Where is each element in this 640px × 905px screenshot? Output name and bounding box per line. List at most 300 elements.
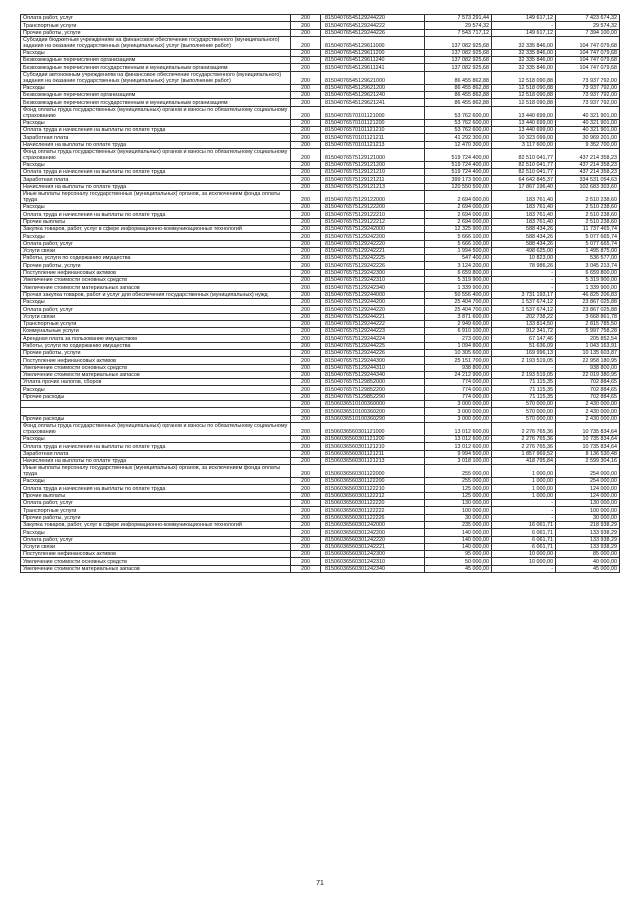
table-row [21,36,620,49]
row-kbk-code: 81504076575129244310 [321,364,425,371]
row-unexecuted: 2 430 000,00 [556,408,620,415]
row-name: Безвозмездные перечисления государственным и муниципальным организациям [21,64,291,71]
row-kbk-code: 81504076575129852290 [321,393,425,400]
row-unexecuted: 254 000,00 [556,465,620,478]
table-row [21,401,620,408]
row-executed: 71 115,35 [492,386,556,393]
row-kbk-code: 81506036560301242000 [321,521,425,528]
row-name: Увеличение стоимости основных средств [21,558,291,565]
row-kbk-code: 81506036510100360290 [321,415,425,422]
row-kbk-code: 81504076575129244226 [321,349,425,356]
row-kbk-code: 81504076545129611200 [321,49,425,56]
row-unexecuted: 104 747 079,68 [556,57,620,64]
row-name: Услуги связи [21,543,291,550]
table-row [21,485,620,492]
row-unexecuted: 30 000,00 [556,514,620,521]
row-unexecuted: 10 135 603,87 [556,349,620,356]
table-row [21,450,620,457]
row-line-code: 200 [291,335,321,342]
row-kbk-code: 81506036560301122222 [321,507,425,514]
row-line-code: 200 [291,342,321,349]
row-line-code: 200 [291,529,321,536]
row-name: Расходы [21,84,291,91]
row-executed: 1 537 674,12 [492,306,556,313]
table-row [21,84,620,91]
table-row [21,313,620,320]
row-unexecuted: 702 884,65 [556,379,620,386]
row-line-code: 200 [291,176,321,183]
row-line-code: 200 [291,240,321,247]
row-name: Расходы [21,478,291,485]
row-kbk-code: 81504076575129122000 [321,191,425,204]
row-approved: 5 319 900,00 [425,277,492,284]
row-name: Субсидии бюджетным учреждениям на финансовое обеспечение государственного (муниципального) задания на оказание государственных (муниципальных) услуг (выполнение работ) [21,36,291,49]
row-line-code: 200 [291,543,321,550]
row-approved: 24 212 900,00 [425,371,492,378]
row-executed: 570 000,00 [492,401,556,408]
row-name: Субсидии автономным учреждениям на финансовое обеспечение государственного (муниципального) задания на оказание государственных (муниципальных) услуг (выполнение работ) [21,71,291,84]
table-row [21,492,620,499]
row-approved: 53 762 600,00 [425,119,492,126]
row-line-code: 200 [291,134,321,141]
row-unexecuted: 40 321 901,00 [556,119,620,126]
row-approved: 50 556 400,00 [425,291,492,298]
table-row [21,521,620,528]
row-unexecuted: 73 937 792,00 [556,84,620,91]
row-approved: 53 762 600,00 [425,106,492,119]
row-kbk-code: 81504076575129122210 [321,211,425,218]
table-row [21,255,620,262]
row-approved: 255 000,00 [425,478,492,485]
table-row [21,500,620,507]
table-row [21,191,620,204]
row-kbk-code: 81506036560301242310 [321,558,425,565]
table-row [21,291,620,298]
row-name: Поступление нефинансовых активов [21,269,291,276]
row-kbk-code: 81504076570101121210 [321,126,425,133]
row-unexecuted: 5 319 900,00 [556,277,620,284]
row-line-code: 200 [291,298,321,305]
row-approved: 235 000,00 [425,521,492,528]
row-unexecuted: 1 495 875,00 [556,247,620,254]
table-row [21,298,620,305]
row-kbk-code: 81506036560301121200 [321,435,425,442]
row-kbk-code: 81504076545129621240 [321,92,425,99]
row-unexecuted: 3 668 861,78 [556,313,620,320]
row-name: Иные выплаты персоналу государственных (муниципальных) органов, за исключением фонда оплаты труда [21,191,291,204]
row-executed: 183 761,40 [492,191,556,204]
table-body [21,15,620,573]
row-unexecuted: 73 937 792,00 [556,99,620,106]
row-unexecuted: 5 997 758,28 [556,328,620,335]
row-kbk-code: 81504076575129121200 [321,161,425,168]
row-kbk-code: 81506036560301242221 [321,543,425,550]
row-unexecuted: 7 394 100,00 [556,29,620,36]
report-sheet [20,14,619,573]
row-name: Прочие работы, услуги [21,514,291,521]
row-unexecuted: 9 352 700,00 [556,141,620,148]
row-name: Услуги связи [21,247,291,254]
row-name: Расходы [21,435,291,442]
row-kbk-code: 81504076545129621241 [321,99,425,106]
row-unexecuted: 130 000,00 [556,500,620,507]
row-approved: 774 000,00 [425,379,492,386]
row-name: Услуги связи [21,313,291,320]
row-line-code: 200 [291,29,321,36]
row-line-code: 200 [291,306,321,313]
row-kbk-code: 81504076575129121211 [321,176,425,183]
row-approved: 140 000,00 [425,529,492,536]
row-kbk-code: 81504076570101121211 [321,134,425,141]
row-line-code: 200 [291,422,321,435]
row-line-code: 200 [291,277,321,284]
table-row [21,565,620,572]
row-line-code: 200 [291,485,321,492]
row-name: Прочие выплаты [21,218,291,225]
row-kbk-code: 81504076575129244223 [321,328,425,335]
row-approved: 25 404 700,00 [425,306,492,313]
row-approved: 3 000 000,00 [425,415,492,422]
row-line-code: 200 [291,435,321,442]
row-approved: 130 000,00 [425,500,492,507]
row-line-code: 200 [291,218,321,225]
row-line-code: 200 [291,191,321,204]
row-approved: 100 000,00 [425,507,492,514]
row-line-code: 200 [291,386,321,393]
row-approved: 95 000,00 [425,551,492,558]
table-row [21,443,620,450]
table-row [21,328,620,335]
row-kbk-code: 81504076575129242310 [321,277,425,284]
row-executed: 32 335 846,00 [492,57,556,64]
row-kbk-code: 81506036560301122212 [321,492,425,499]
row-unexecuted: 133 938,29 [556,529,620,536]
row-approved: 1 994 500,00 [425,247,492,254]
row-line-code: 200 [291,536,321,543]
row-unexecuted: 40 321 901,00 [556,106,620,119]
row-line-code: 200 [291,465,321,478]
row-name: Прочие работы, услуги [21,349,291,356]
row-unexecuted: 104 747 079,68 [556,49,620,56]
row-executed: 71 115,35 [492,393,556,400]
table-row [21,71,620,84]
row-approved: 137 082 925,68 [425,49,492,56]
row-line-code: 200 [291,169,321,176]
table-row [21,269,620,276]
row-kbk-code: 81506036560301122220 [321,500,425,507]
row-name: Безвозмездные перечисления организациям [21,57,291,64]
table-row [21,204,620,211]
row-unexecuted: 29 574,32 [556,22,620,29]
row-approved: 2 949 600,00 [425,320,492,327]
row-approved: 53 762 600,00 [425,126,492,133]
row-approved: 140 000,00 [425,536,492,543]
row-unexecuted: 2 430 000,00 [556,415,620,422]
row-unexecuted: 938 800,00 [556,364,620,371]
row-name: Начисления на выплаты по оплате труда [21,183,291,190]
row-kbk-code: 81506036560301122200 [321,478,425,485]
row-executed: 2 276 765,36 [492,443,556,450]
table-row [21,422,620,435]
row-kbk-code: 81506036560301121210 [321,443,425,450]
row-unexecuted: 2 430 000,00 [556,401,620,408]
row-line-code: 200 [291,284,321,291]
row-executed: 2 193 519,05 [492,371,556,378]
row-approved: 9 994 500,00 [425,450,492,457]
row-approved: 3 124 200,00 [425,262,492,269]
row-approved: 547 400,00 [425,255,492,262]
row-unexecuted: 6 659 800,00 [556,269,620,276]
row-kbk-code: 81504076545129244220 [321,15,425,22]
row-executed: 588 434,26 [492,233,556,240]
row-executed: 570 000,00 [492,415,556,422]
row-executed: 10 323 099,00 [492,134,556,141]
row-unexecuted: 10 735 834,64 [556,443,620,450]
table-row [21,335,620,342]
row-name: Транспортные услуги [21,320,291,327]
row-unexecuted: 23 867 025,88 [556,306,620,313]
row-executed: 32 335 846,00 [492,64,556,71]
row-kbk-code: 81504076545129611240 [321,57,425,64]
row-executed: 1 000,00 [492,485,556,492]
row-line-code: 200 [291,401,321,408]
row-name: Оплата труда и начисления на выплаты по оплате труда [21,126,291,133]
row-unexecuted: 1 043 163,91 [556,342,620,349]
row-executed: 67 147,46 [492,335,556,342]
row-approved: 86 455 862,88 [425,99,492,106]
row-executed: 71 115,35 [492,379,556,386]
table-row [21,247,620,254]
row-line-code: 200 [291,371,321,378]
row-unexecuted: 104 747 079,68 [556,36,620,49]
table-row [21,415,620,422]
row-name: Расходы [21,529,291,536]
row-kbk-code: 81504076575129244300 [321,357,425,364]
row-name: Оплата работ, услуг [21,15,291,22]
row-name: Расходы [21,49,291,56]
table-row [21,119,620,126]
row-approved: 3 018 100,00 [425,457,492,464]
row-kbk-code: 81504076545129611000 [321,36,425,49]
row-line-code: 200 [291,92,321,99]
row-line-code: 200 [291,450,321,457]
row-approved: 25 404 700,00 [425,298,492,305]
row-line-code: 200 [291,507,321,514]
row-name: Фонд оплаты труда государственных (муниципальных) органов и взносы по обязательному социальному страхованию [21,106,291,119]
row-line-code: 200 [291,492,321,499]
row-line-code: 200 [291,565,321,572]
row-approved: 2 694 000,00 [425,191,492,204]
row-kbk-code: 81504076575129244220 [321,306,425,313]
row-name: Начисления на выплаты по оплате труда [21,141,291,148]
row-name: Оплата работ, услуг [21,240,291,247]
row-executed: 6 061,71 [492,529,556,536]
row-line-code: 200 [291,269,321,276]
table-row [21,357,620,364]
row-line-code: 200 [291,328,321,335]
table-row [21,478,620,485]
row-kbk-code: 81504076545129244226 [321,29,425,36]
table-row [21,364,620,371]
row-approved: 255 000,00 [425,465,492,478]
row-executed: 10 000,00 [492,558,556,565]
row-name: Иные выплаты персоналу государственных (муниципальных) органов, за исключением фонда оплаты труда [21,465,291,478]
row-approved: 86 455 862,88 [425,84,492,91]
row-executed: - [492,269,556,276]
row-approved: 519 724 400,00 [425,148,492,161]
row-unexecuted: 2 599 304,16 [556,457,620,464]
row-name: Коммунальные услуги [21,328,291,335]
row-executed: 912 341,72 [492,328,556,335]
row-line-code: 200 [291,84,321,91]
row-executed: 149 617,12 [492,29,556,36]
row-approved: 13 012 600,00 [425,443,492,450]
table-row [21,211,620,218]
row-name: Работы, услуги по содержанию имущества [21,342,291,349]
row-kbk-code: 81504076575129244200 [321,298,425,305]
table-row [21,64,620,71]
row-line-code: 200 [291,349,321,356]
row-unexecuted: 5 077 665,74 [556,240,620,247]
table-row [21,277,620,284]
row-line-code: 200 [291,148,321,161]
row-executed: 2 276 765,36 [492,422,556,435]
row-line-code: 200 [291,99,321,106]
row-approved: 1 094 800,00 [425,342,492,349]
row-approved: 5 666 100,00 [425,240,492,247]
row-unexecuted: 104 747 079,68 [556,64,620,71]
row-kbk-code: 81504076575129121000 [321,148,425,161]
row-name: Заработная плата [21,450,291,457]
row-unexecuted: 40 000,00 [556,558,620,565]
row-kbk-code: 81504076575129244340 [321,371,425,378]
row-approved: 45 000,00 [425,565,492,572]
row-line-code: 200 [291,291,321,298]
row-approved: 120 550 500,00 [425,183,492,190]
row-name: Прочие выплаты [21,492,291,499]
row-name: Безвозмездные перечисления государственным и муниципальным организациям [21,99,291,106]
row-executed: 588 434,26 [492,225,556,232]
row-unexecuted: 22 019 380,95 [556,371,620,378]
row-executed: 588 434,26 [492,240,556,247]
row-executed: 17 867 196,40 [492,183,556,190]
row-approved: 50 000,00 [425,558,492,565]
row-line-code: 200 [291,320,321,327]
row-name: Закупка товаров, работ, услуг в сфере информационно-коммуникационных технологий [21,225,291,232]
row-line-code: 200 [291,161,321,168]
row-kbk-code: 81506036560301121211 [321,450,425,457]
row-approved: 125 000,00 [425,492,492,499]
row-kbk-code: 81506036510100360000 [321,401,425,408]
table-row [21,379,620,386]
row-name: Прочие работы, услуги [21,29,291,36]
row-executed: 570 000,00 [492,408,556,415]
row-line-code: 200 [291,551,321,558]
row-line-code: 200 [291,247,321,254]
table-row [21,15,620,22]
table-row [21,161,620,168]
row-kbk-code: 81504076575129244225 [321,342,425,349]
row-unexecuted: 40 321 901,00 [556,126,620,133]
row-executed: 6 061,71 [492,543,556,550]
row-line-code: 200 [291,255,321,262]
row-kbk-code: 81504076575129244221 [321,313,425,320]
row-unexecuted: 85 000,00 [556,551,620,558]
row-unexecuted: 22 958 180,95 [556,357,620,364]
row-executed: - [492,507,556,514]
row-executed: - [492,364,556,371]
row-approved: 12 470 300,00 [425,141,492,148]
row-line-code: 200 [291,443,321,450]
row-name: Арендная плата за пользование имуществом [21,335,291,342]
row-executed: 2 193 519,05 [492,357,556,364]
row-kbk-code: 81504076545129621200 [321,84,425,91]
row-line-code: 200 [291,106,321,119]
row-line-code: 200 [291,15,321,22]
table-row [21,558,620,565]
row-approved: 137 082 925,68 [425,36,492,49]
row-kbk-code: 81506036560301242220 [321,536,425,543]
row-approved: 6 910 100,00 [425,328,492,335]
row-line-code: 200 [291,558,321,565]
row-name: Оплата труда и начисления на выплаты по оплате труда [21,211,291,218]
table-row [21,457,620,464]
table-row [21,507,620,514]
row-approved: 30 000,00 [425,514,492,521]
row-approved: 3 000 000,00 [425,401,492,408]
row-line-code: 200 [291,379,321,386]
row-name: Закупка товаров, работ, услуг в сфере информационно-коммуникационных технологий [21,521,291,528]
row-unexecuted: 11 737 465,74 [556,225,620,232]
row-approved: 7 573 291,44 [425,15,492,22]
table-row [21,284,620,291]
row-unexecuted: 205 852,54 [556,335,620,342]
table-row [21,99,620,106]
row-name: Заработная плата [21,134,291,141]
row-executed: 51 636,09 [492,342,556,349]
row-line-code: 200 [291,262,321,269]
row-line-code: 200 [291,521,321,528]
table-row [21,233,620,240]
row-executed: 78 986,26 [492,262,556,269]
row-kbk-code: 81506036560301121213 [321,457,425,464]
row-executed: 82 510 041,77 [492,169,556,176]
row-kbk-code: 81504076575129244000 [321,291,425,298]
row-name [21,408,291,415]
row-executed: - [492,500,556,507]
table-row [21,225,620,232]
row-unexecuted: 133 938,29 [556,543,620,550]
row-kbk-code: 81504076575129244224 [321,335,425,342]
expenditure-table [20,14,620,573]
table-row [21,176,620,183]
row-name: Поступление нефинансовых активов [21,357,291,364]
row-kbk-code: 81506036510100360200 [321,408,425,415]
row-executed: 1 537 674,12 [492,298,556,305]
row-executed: 1 857 969,52 [492,450,556,457]
row-line-code: 200 [291,457,321,464]
row-executed: 169 996,13 [492,349,556,356]
row-kbk-code: 81504076575129852000 [321,379,425,386]
row-name: Заработная плата [21,176,291,183]
row-unexecuted: 2 510 238,60 [556,211,620,218]
row-approved: 140 000,00 [425,543,492,550]
row-approved: 1 339 900,00 [425,284,492,291]
row-kbk-code: 81504076570101121213 [321,141,425,148]
row-kbk-code: 81504076575129242225 [321,255,425,262]
row-kbk-code: 81504076575129122212 [321,218,425,225]
table-row [21,22,620,29]
